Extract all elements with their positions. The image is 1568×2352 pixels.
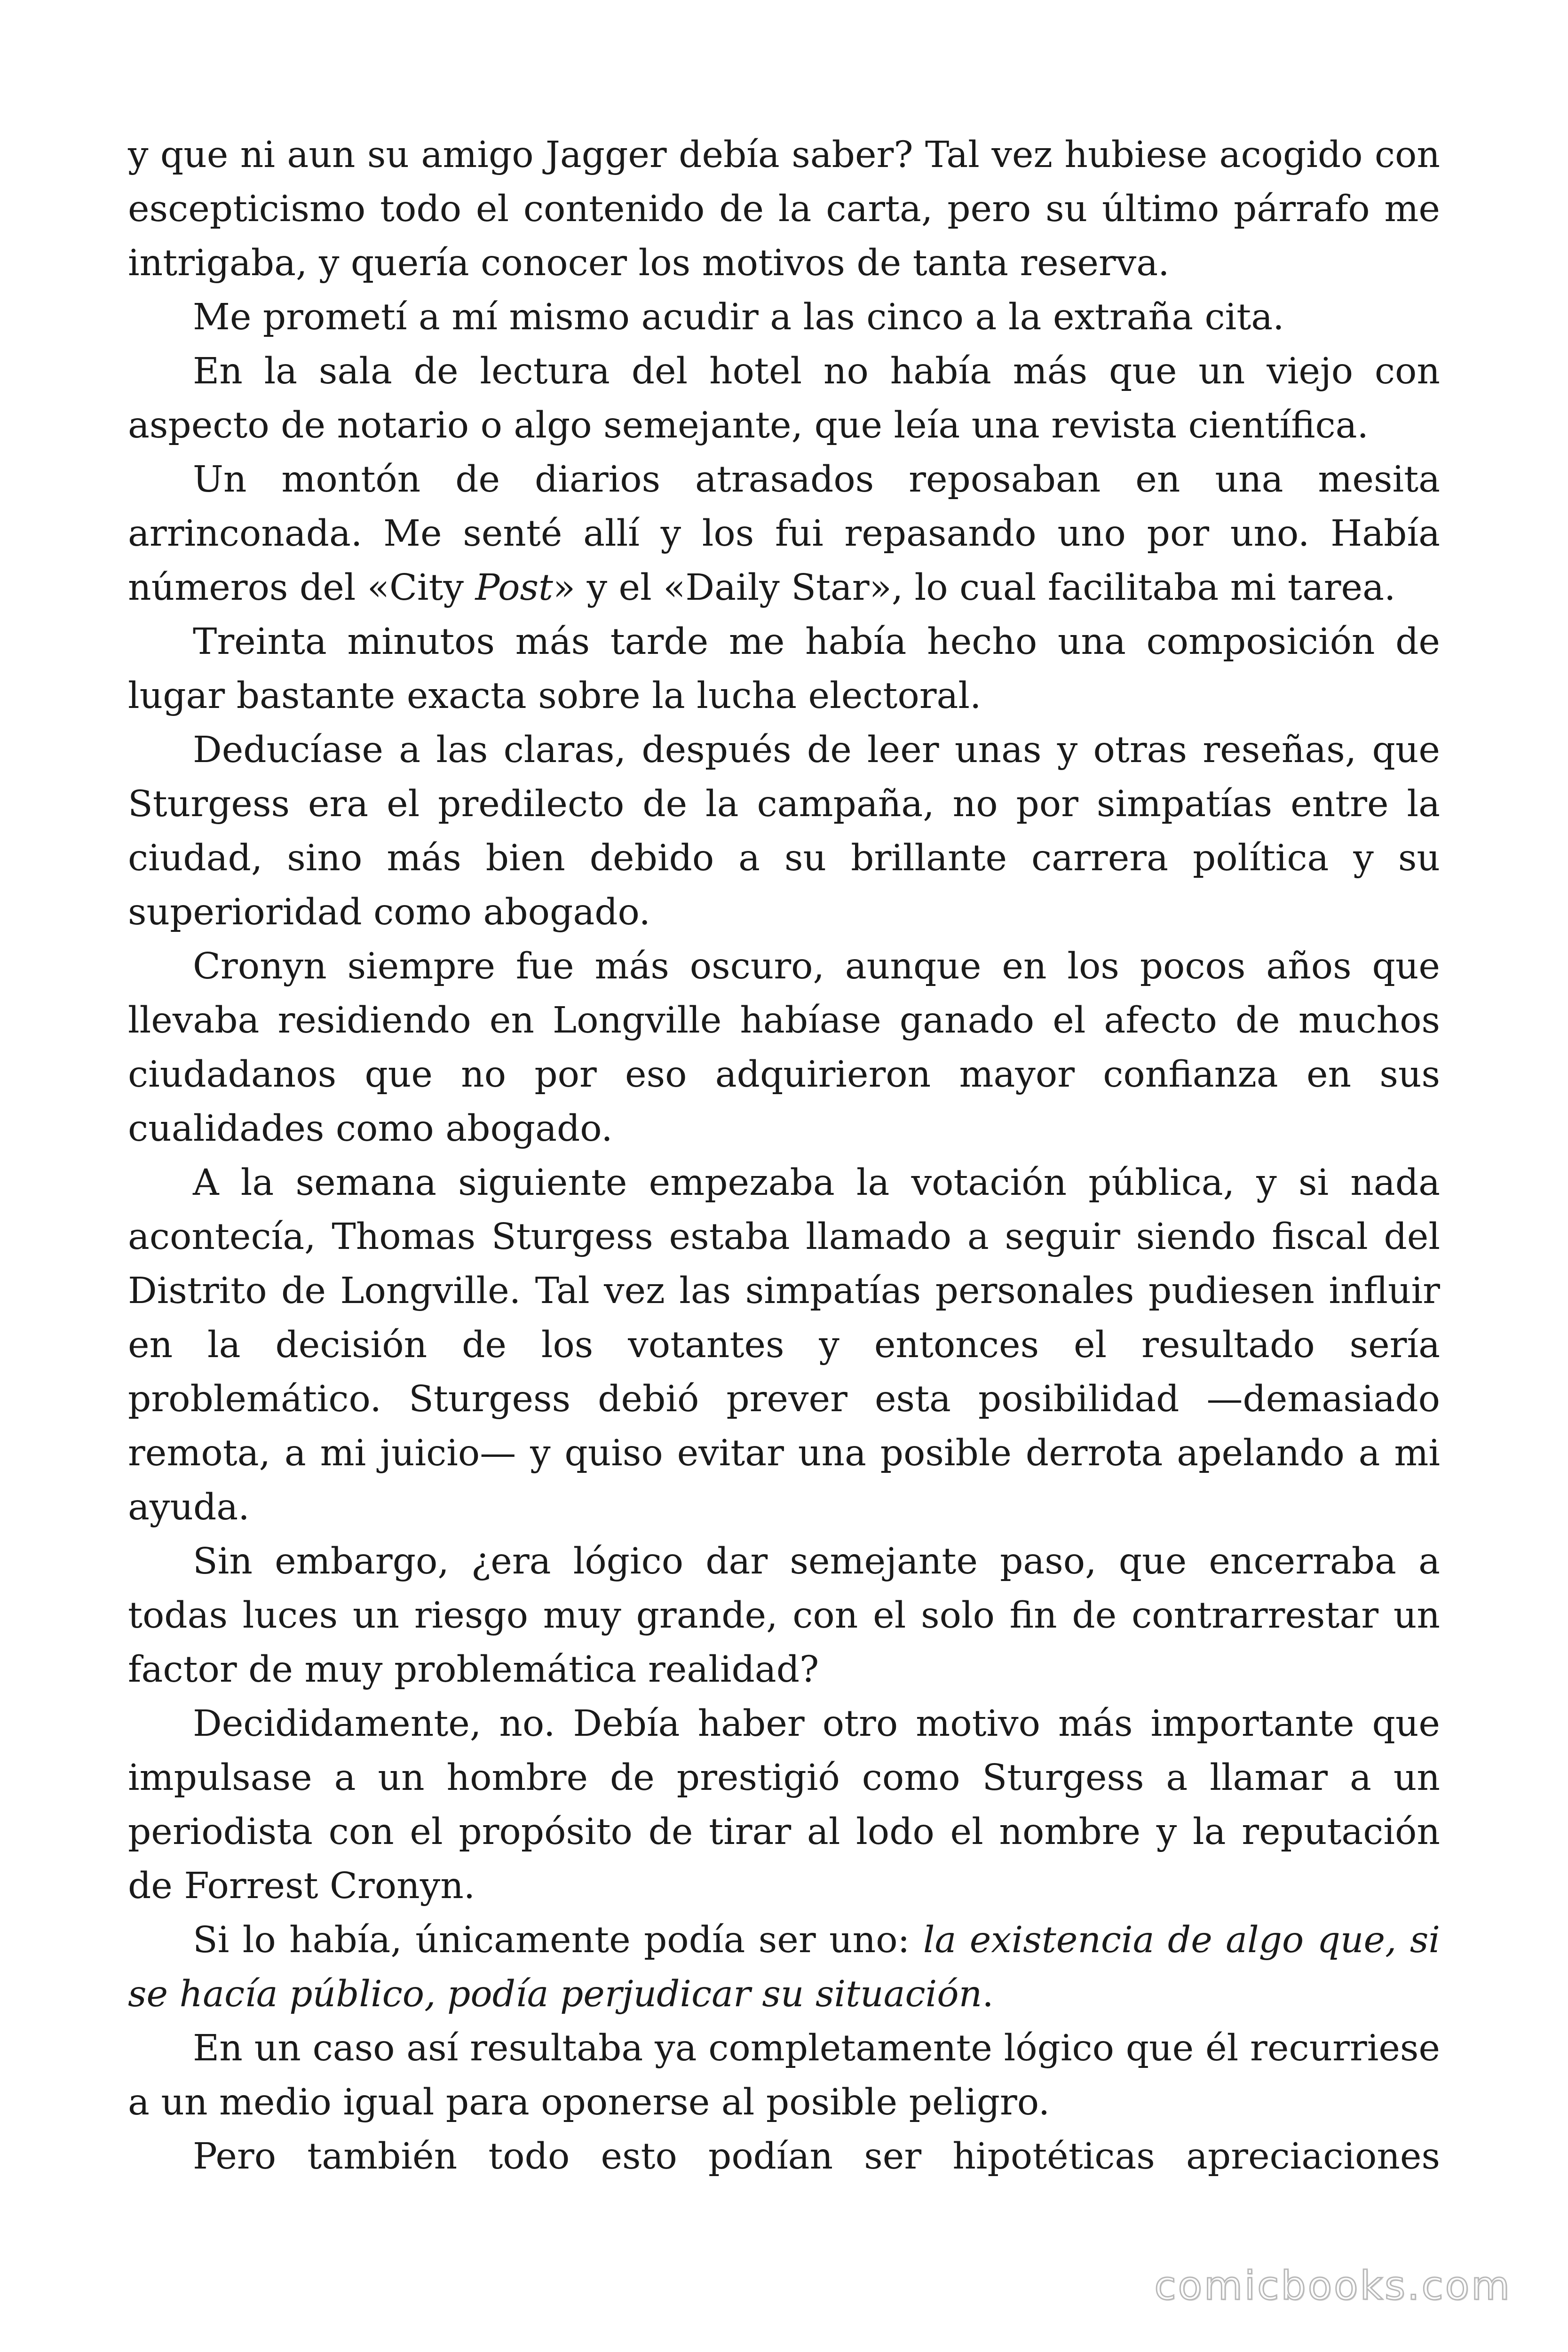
paragraph-text: Me prometí a mí mismo acudir a las cinco a la extraña cita. <box>193 296 1284 338</box>
paragraph <box>128 453 1440 615</box>
paragraph-text: En la sala de lectura del hotel no había más que un viejo con aspecto de notario o algo semejante, que leía una revista científica. <box>128 350 1440 446</box>
paragraph-text: . <box>982 1973 994 2015</box>
paragraph-text: Cronyn siempre fue más oscuro, aunque en los pocos años que llevaba residiendo en Longville habíase ganado el afecto de muchos ciudadanos que no por eso adquirieron mayor confianza en sus cualidades como abogado. <box>128 946 1440 1150</box>
paragraph <box>128 344 1440 453</box>
paragraph <box>128 1697 1440 1913</box>
paragraph-text: » y el «Daily Star», lo cual facilitaba mi tarea. <box>553 567 1396 609</box>
paragraph-text: Pero también todo esto podían ser hipotéticas apreciaciones <box>193 2136 1440 2177</box>
paragraph <box>128 1156 1440 1534</box>
paragraph-text: y que ni aun su amigo Jagger debía saber? Tal vez hubiese acogido con escepticismo todo el contenido de la carta, pero su último párrafo me intrigaba, y quería conocer los motivos de tanta reserva. <box>128 134 1440 284</box>
paragraph-text: Un montón de diarios atrasados reposaban en una mesita arrinconada. Me senté allí y los fui repasando uno por uno. Había números del «City <box>128 459 1440 609</box>
paragraph-text: En un caso así resultaba ya completamente lógico que él recurriese a un medio igual para oponerse al posible peligro. <box>128 2027 1440 2123</box>
paragraph <box>128 1913 1440 2021</box>
paragraph <box>128 2021 1440 2130</box>
paragraph <box>128 939 1440 1156</box>
paragraph-italic-text: la existencia de algo que, si se hacía público, podía perjudicar su situación <box>128 1919 1440 2015</box>
paragraph-text: Sin embargo, ¿era lógico dar semejante paso, que encerraba a todas luces un riesgo muy grande, con el solo fin de contrarrestar un factor de muy problemática realidad? <box>128 1541 1440 1691</box>
paragraph-text: A la semana siguiente empezaba la votación pública, y si nada acontecía, Thomas Sturgess estaba llamado a seguir siendo fiscal del Distrito de Longville. Tal vez las simpatías personales pudiesen influir en la decisión de los votantes y entonces el resultado sería problemático. Sturgess debió prever esta posibilidad —demasiado remota, a mi juicio— y quiso evitar una posible derrota apelando a mi ayuda. <box>128 1162 1440 1528</box>
paragraph-text: Treinta minutos más tarde me había hecho una composición de lugar bastante exacta sobre la lucha electoral. <box>128 621 1440 717</box>
paragraph-text: Deducíase a las claras, después de leer unas y otras reseñas, que Sturgess era el predilecto de la campaña, no por simpatías entre la ciudad, sino más bien debido a su brillante carrera política y su superioridad como abogado. <box>128 729 1440 933</box>
paragraph-text: Si lo había, únicamente podía ser uno: <box>193 1919 923 1961</box>
paragraph <box>128 1534 1440 1697</box>
page-body <box>128 128 1440 2184</box>
watermark: comicbooks.com <box>1154 2263 1512 2309</box>
paragraph-text: Decididamente, no. Debía haber otro motivo más importante que impulsase a un hombre de prestigió como Sturgess a llamar a un periodista con el propósito de tirar al lodo el nombre y la reputación de Forrest Cronyn. <box>128 1703 1440 1907</box>
paragraph <box>128 128 1440 290</box>
paragraph <box>128 615 1440 723</box>
paragraph <box>128 290 1440 344</box>
paragraph-italic-text: Post <box>475 567 553 609</box>
paragraph <box>128 723 1440 939</box>
paragraph <box>128 2130 1440 2184</box>
